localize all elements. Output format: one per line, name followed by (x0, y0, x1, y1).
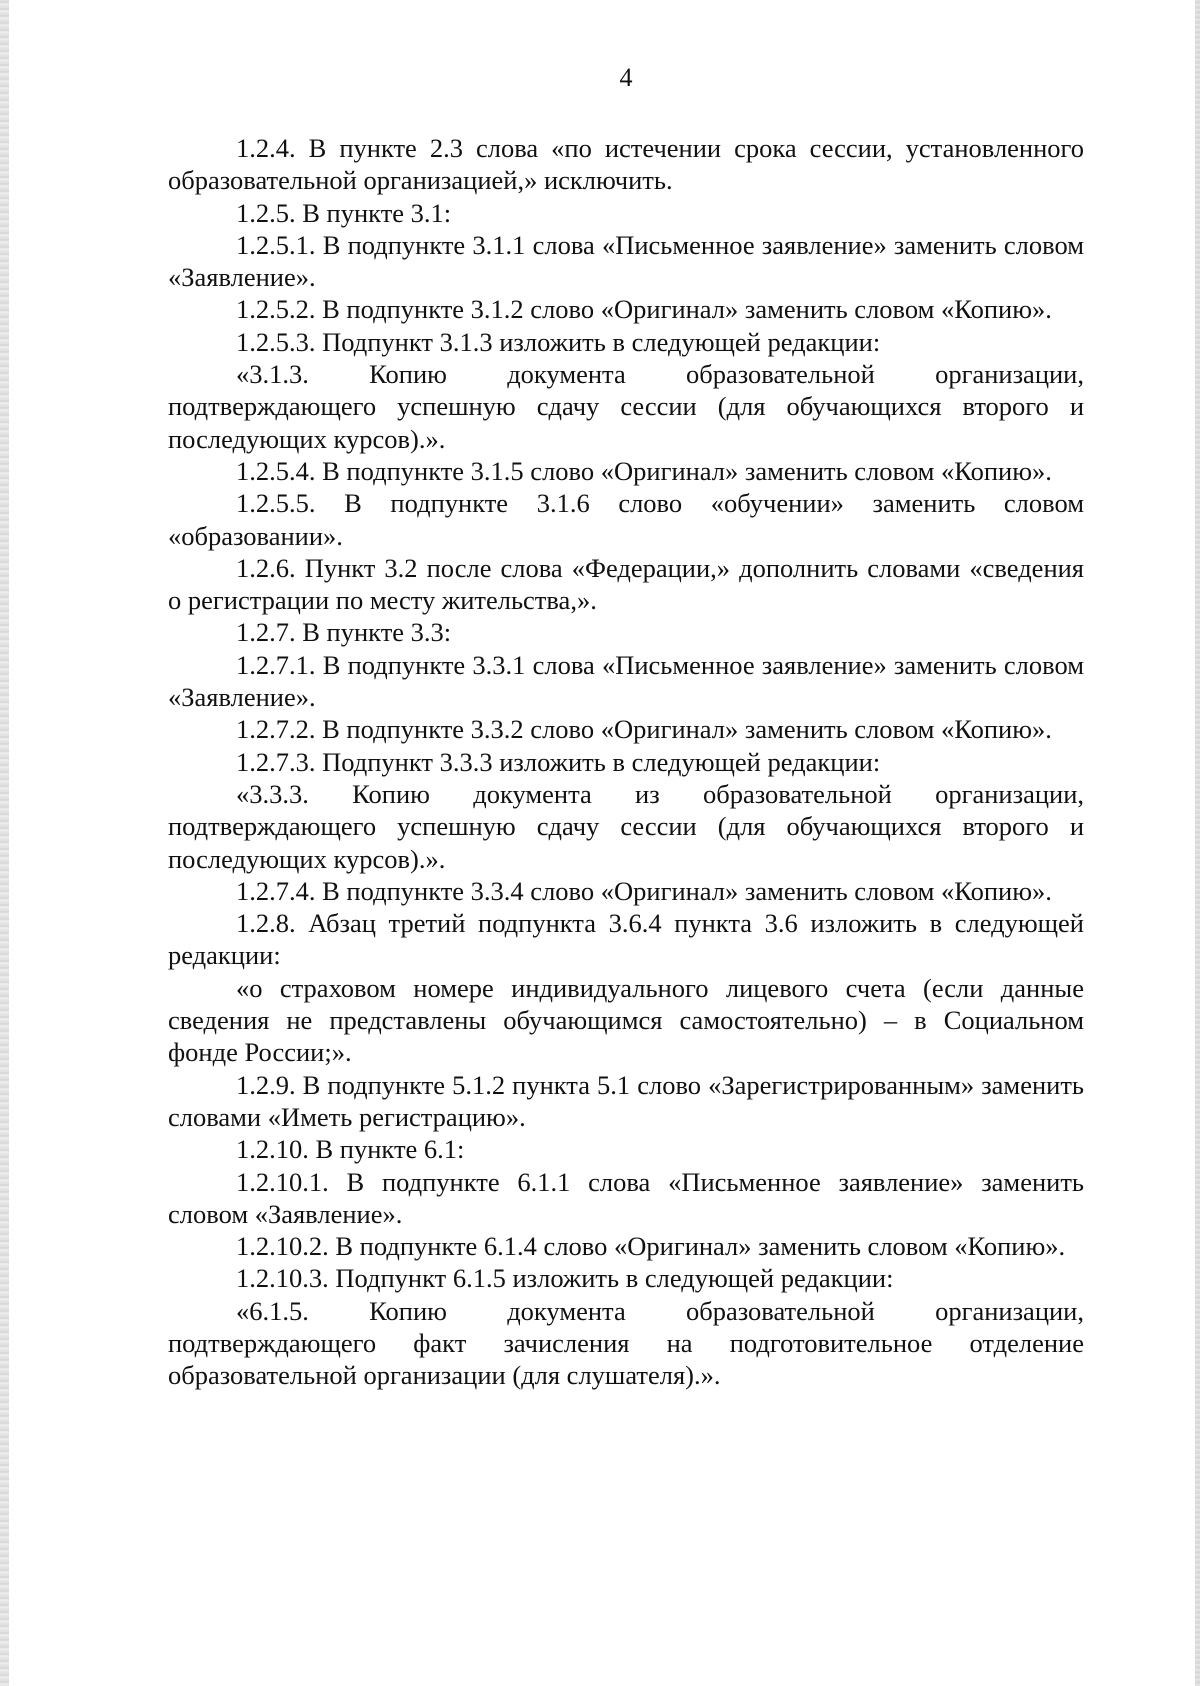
paragraph-1-2-5-2: 1.2.5.2. В подпункте 3.1.2 слово «Оригинал» заменить словом «Копию». (236, 294, 1052, 325)
paragraph-1-2-6: 1.2.6. Пункт 3.2 после слова «Федерации,» дополнить словами «сведения о регистрации по месту жительства,». (168, 552, 1084, 616)
paragraph-1-2-7-4: 1.2.7.4. В подпункте 3.3.4 слово «Оригинал» заменить словом «Копию». (236, 875, 1052, 906)
paragraph-1-2-10-2: 1.2.10.2. В подпункте 6.1.4 слово «Оригинал» заменить словом «Копию». (236, 1231, 1066, 1262)
paragraph-1-2-7-1: 1.2.7.1. В подпункте 3.3.1 слова «Письменное заявление» заменить словом «Заявление». (168, 649, 1084, 713)
paragraph-1-2-5-3: 1.2.5.3. Подпункт 3.1.3 изложить в следующей редакции: (236, 326, 881, 357)
paragraph-1-2-7-3: 1.2.7.3. Подпункт 3.3.3 изложить в следующей редакции: (236, 746, 881, 777)
paragraph-1-2-10: 1.2.10. В пункте 6.1: (236, 1134, 465, 1165)
page-number: 4 (619, 63, 633, 92)
document-page (168, 52, 1084, 1392)
paragraph-1-2-5: 1.2.5. В пункте 3.1: (236, 197, 452, 228)
paragraph-1-2-7-2: 1.2.7.2. В подпункте 3.3.2 слово «Оригинал» заменить словом «Копию». (236, 714, 1052, 745)
paragraph-1-2-4: 1.2.4. В пункте 2.3 слова «по истечении срока сессии, установленного образовательной организацией,» исключить. (168, 133, 1084, 196)
paragraph-1-2-10-3: 1.2.10.3. Подпункт 6.1.5 изложить в следующей редакции: (236, 1263, 894, 1294)
quoted-clause-3-1-3: «3.1.3. Копию документа образовательной организации, подтверждающего успешную сдачу сессии (для обучающихся второго и последующих курсов).». (168, 359, 1084, 454)
scan-edge-left (0, 0, 9, 1686)
scan-edge-right (1195, 0, 1200, 1686)
paragraph-1-2-7: 1.2.7. В пункте 3.3: (236, 617, 452, 648)
quoted-clause-3-3-3: «3.3.3. Копию документа из образовательной организации, подтверждающего успешную сдачу сессии (для обучающихся второго и последующих курсов).». (168, 778, 1084, 874)
paragraph-1-2-5-5: 1.2.5.5. В подпункте 3.1.6 слово «обучении» заменить словом «образовании». (168, 488, 1084, 551)
paragraph-1-2-5-1: 1.2.5.1. В подпункте 3.1.1 слова «Письменное заявление» заменить словом «Заявление». (168, 229, 1084, 293)
quoted-clause-6-1-5: «6.1.5. Копию документа образовательной организации, подтверждающего факт зачисления на подготовительное отделение образовательной организации (для слушателя).». (168, 1295, 1084, 1391)
paragraph-1-2-10-1: 1.2.10.1. В подпункте 6.1.1 слова «Письменное заявление» заменить словом «Заявление». (168, 1166, 1084, 1229)
quoted-clause-insurance-number: «о страховом номере индивидуального лицевого счета (если данные сведения не представлены обучающимся самостоятельно) – в Социальном фонде России;». (168, 972, 1084, 1068)
paragraph-1-2-9: 1.2.9. В подпункте 5.1.2 пункта 5.1 слово «Зарегистрированным» заменить словами «Иметь регистрацию». (168, 1069, 1084, 1132)
paragraph-1-2-5-4: 1.2.5.4. В подпункте 3.1.5 слово «Оригинал» заменить словом «Копию». (236, 455, 1052, 486)
paragraph-1-2-8: 1.2.8. Абзац третий подпункта 3.6.4 пункта 3.6 изложить в следующей редакции: (168, 908, 1084, 971)
